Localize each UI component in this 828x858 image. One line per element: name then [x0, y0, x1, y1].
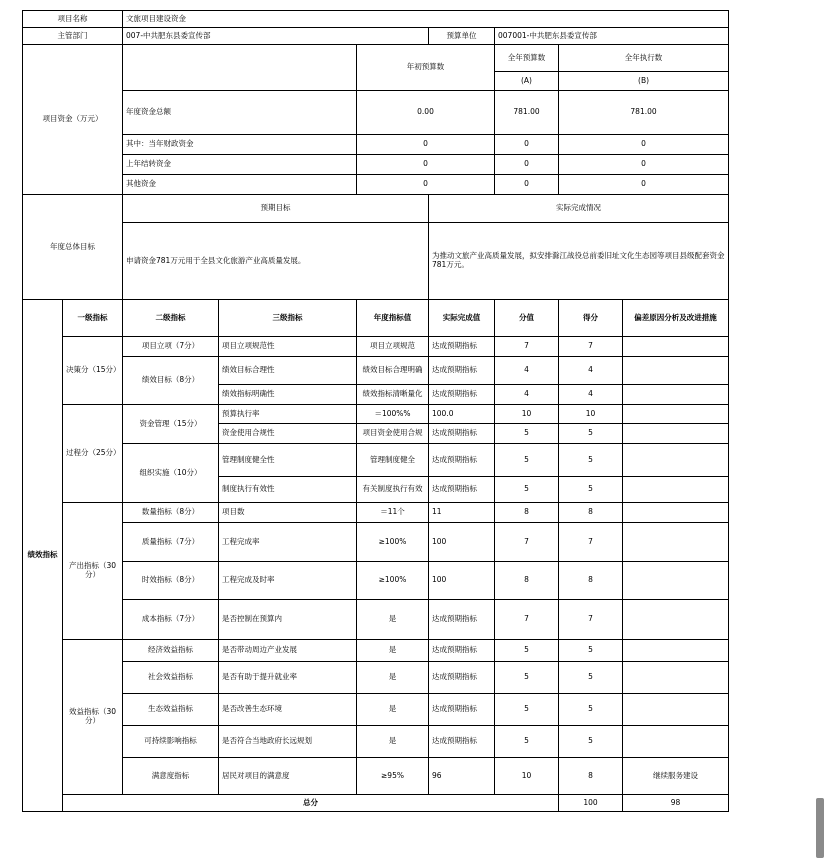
- l2-cell: 社会效益指标: [123, 662, 219, 694]
- l2-cell: 绩效目标（8分）: [123, 357, 219, 405]
- actual-cell: 达成预期指标: [429, 477, 495, 503]
- reason-cell: [623, 726, 729, 758]
- l1-cell: 过程分（25分）: [63, 405, 123, 503]
- l3-cell: 是否改善生态环境: [219, 694, 357, 726]
- funds-full-budget: 0: [495, 135, 559, 155]
- dept-label: 主管部门: [23, 28, 123, 45]
- dept-value: 007-中共肥东县委宣传部: [123, 28, 429, 45]
- target-cell: 管理制度健全: [357, 444, 429, 477]
- target-cell: 是: [357, 694, 429, 726]
- funds-year-budget: 0: [357, 155, 495, 175]
- l2-cell: 资金管理（15分）: [123, 405, 219, 444]
- col-year-budget: 年初预算数: [357, 45, 495, 91]
- col-full-budget: 全年预算数: [495, 45, 559, 72]
- hdr-l3: 三级指标: [219, 300, 357, 337]
- project-name-label: 项目名称: [23, 11, 123, 28]
- table-row: [23, 662, 729, 694]
- got-cell: 8: [559, 503, 623, 523]
- hdr-actual: 实际完成值: [429, 300, 495, 337]
- goals-actual: 为推动文旅产业高质量发展，拟安排滁江战役总前委旧址文化生态园等项目县级配套资金781万元。: [429, 223, 729, 300]
- reason-cell: [623, 640, 729, 662]
- l3-cell: 项目数: [219, 503, 357, 523]
- table-row: [23, 758, 729, 795]
- l3-cell: 资金使用合规性: [219, 424, 357, 444]
- got-cell: 7: [559, 523, 623, 562]
- actual-cell: 达成预期指标: [429, 662, 495, 694]
- reason-cell: [623, 337, 729, 357]
- l2-cell: 生态效益指标: [123, 694, 219, 726]
- score-cell: 5: [495, 726, 559, 758]
- l2-cell: 组织实施（10分）: [123, 444, 219, 503]
- table-row: [23, 503, 729, 523]
- funds-year-budget: 0.00: [357, 90, 495, 134]
- reason-cell: [623, 503, 729, 523]
- project-name-value: 文旅项目建设资金: [123, 11, 729, 28]
- funds-exec: 0: [559, 175, 729, 195]
- total-label: 总分: [63, 795, 559, 812]
- total-score: 100: [559, 795, 623, 812]
- l2-cell: 质量指标（7分）: [123, 523, 219, 562]
- got-cell: 5: [559, 640, 623, 662]
- actual-cell: 达成预期指标: [429, 357, 495, 385]
- actual-cell: 达成预期指标: [429, 424, 495, 444]
- funds-row: [23, 90, 729, 134]
- got-cell: 10: [559, 405, 623, 424]
- l1-cell: 产出指标（30分）: [63, 503, 123, 640]
- l1-cell: 效益指标（30分）: [63, 640, 123, 795]
- col-exec-sub: (B): [559, 71, 729, 90]
- funds-row-label: 其他资金: [123, 175, 357, 195]
- performance-table: [22, 10, 729, 812]
- table-row: [23, 444, 729, 477]
- got-cell: 8: [559, 758, 623, 795]
- score-cell: 4: [495, 357, 559, 385]
- table-row: [23, 694, 729, 726]
- goals-label: 年度总体目标: [23, 195, 123, 300]
- got-cell: 5: [559, 424, 623, 444]
- actual-cell: 达成预期指标: [429, 726, 495, 758]
- got-cell: 8: [559, 562, 623, 600]
- target-cell: 是: [357, 640, 429, 662]
- funds-full-budget: 0: [495, 175, 559, 195]
- target-cell: 是: [357, 600, 429, 640]
- target-cell: 有关制度执行有效: [357, 477, 429, 503]
- funds-label: 项目资金（万元）: [23, 45, 123, 195]
- score-cell: 7: [495, 523, 559, 562]
- l3-cell: 管理制度健全性: [219, 444, 357, 477]
- reason-cell: [623, 600, 729, 640]
- funds-row-label: 年度资金总额: [123, 90, 357, 134]
- score-cell: 10: [495, 758, 559, 795]
- l3-cell: 工程完成率: [219, 523, 357, 562]
- vertical-scrollbar[interactable]: [816, 798, 824, 858]
- score-cell: 8: [495, 503, 559, 523]
- funds-full-budget: 0: [495, 155, 559, 175]
- goals-expected: 申请资金781万元用于全县文化旅游产业高质量发展。: [123, 223, 429, 300]
- reason-cell: [623, 662, 729, 694]
- table-row: [23, 357, 729, 385]
- funds-header-blank: [123, 45, 357, 91]
- actual-cell: 11: [429, 503, 495, 523]
- hdr-l2: 二级指标: [123, 300, 219, 337]
- funds-exec: 0: [559, 135, 729, 155]
- hdr-reason: 偏差原因分析及改进措施: [623, 300, 729, 337]
- table-row: [23, 405, 729, 424]
- funds-exec: 0: [559, 155, 729, 175]
- reason-cell: [623, 477, 729, 503]
- funds-exec: 781.00: [559, 90, 729, 134]
- l3-cell: 居民对项目的满意度: [219, 758, 357, 795]
- l3-cell: 是否带动周边产业发展: [219, 640, 357, 662]
- target-cell: ≥95%: [357, 758, 429, 795]
- l2-cell: 数量指标（8分）: [123, 503, 219, 523]
- l3-cell: 是否符合当地政府长远规划: [219, 726, 357, 758]
- l2-cell: 经济效益指标: [123, 640, 219, 662]
- score-cell: 8: [495, 562, 559, 600]
- actual-cell: 达成预期指标: [429, 694, 495, 726]
- l2-cell: 项目立项（7分）: [123, 337, 219, 357]
- score-cell: 5: [495, 424, 559, 444]
- actual-cell: 100.0: [429, 405, 495, 424]
- target-cell: 绩效指标清晰量化: [357, 385, 429, 405]
- funds-row: [23, 155, 729, 175]
- reason-cell: [623, 562, 729, 600]
- reason-cell: [623, 405, 729, 424]
- hdr-target: 年度指标值: [357, 300, 429, 337]
- table-row: [23, 600, 729, 640]
- target-cell: 是: [357, 662, 429, 694]
- l2-cell: 时效指标（8分）: [123, 562, 219, 600]
- got-cell: 5: [559, 694, 623, 726]
- got-cell: 7: [559, 337, 623, 357]
- score-cell: 7: [495, 600, 559, 640]
- target-cell: ＝100%%: [357, 405, 429, 424]
- reason-cell: [623, 385, 729, 405]
- target-cell: 绩效目标合理明确: [357, 357, 429, 385]
- score-cell: 5: [495, 694, 559, 726]
- funds-year-budget: 0: [357, 135, 495, 155]
- funds-row: [23, 175, 729, 195]
- l3-cell: 工程完成及时率: [219, 562, 357, 600]
- l3-cell: 绩效目标合理性: [219, 357, 357, 385]
- got-cell: 4: [559, 385, 623, 405]
- target-cell: ＝11个: [357, 503, 429, 523]
- hdr-score: 分值: [495, 300, 559, 337]
- unit-value: 007001-中共肥东县委宣传部: [495, 28, 729, 45]
- score-cell: 5: [495, 640, 559, 662]
- table-row: [23, 337, 729, 357]
- got-cell: 7: [559, 600, 623, 640]
- reason-cell: [623, 424, 729, 444]
- actual-cell: 达成预期指标: [429, 600, 495, 640]
- actual-cell: 96: [429, 758, 495, 795]
- actual-cell: 100: [429, 562, 495, 600]
- total-row: [23, 795, 729, 812]
- got-cell: 4: [559, 357, 623, 385]
- l2-cell: 成本指标（7分）: [123, 600, 219, 640]
- col-full-budget-sub: (A): [495, 71, 559, 90]
- total-got: 98: [623, 795, 729, 812]
- got-cell: 5: [559, 444, 623, 477]
- actual-cell: 100: [429, 523, 495, 562]
- reason-cell: [623, 694, 729, 726]
- l3-cell: 项目立项规范性: [219, 337, 357, 357]
- funds-row: [23, 135, 729, 155]
- target-cell: 项目立项规范: [357, 337, 429, 357]
- l3-cell: 预算执行率: [219, 405, 357, 424]
- goals-expected-label: 预期目标: [123, 195, 429, 223]
- funds-full-budget: 781.00: [495, 90, 559, 134]
- perf-label: 绩效指标: [23, 300, 63, 812]
- table-row: [23, 640, 729, 662]
- actual-cell: 达成预期指标: [429, 337, 495, 357]
- l3-cell: 绩效指标明确性: [219, 385, 357, 405]
- score-cell: 10: [495, 405, 559, 424]
- target-cell: ≥100%: [357, 523, 429, 562]
- l3-cell: 是否控制在预算内: [219, 600, 357, 640]
- got-cell: 5: [559, 477, 623, 503]
- table-row: [23, 726, 729, 758]
- reason-cell: [623, 444, 729, 477]
- goals-actual-label: 实际完成情况: [429, 195, 729, 223]
- col-exec: 全年执行数: [559, 45, 729, 72]
- score-cell: 7: [495, 337, 559, 357]
- got-cell: 5: [559, 726, 623, 758]
- target-cell: 是: [357, 726, 429, 758]
- hdr-l1: 一级指标: [63, 300, 123, 337]
- score-cell: 5: [495, 662, 559, 694]
- reason-cell: 继续服务建设: [623, 758, 729, 795]
- target-cell: ≥100%: [357, 562, 429, 600]
- l2-cell: 满意度指标: [123, 758, 219, 795]
- funds-row-label: 其中：当年财政资金: [123, 135, 357, 155]
- actual-cell: 达成预期指标: [429, 444, 495, 477]
- table-row: [23, 523, 729, 562]
- hdr-got: 得分: [559, 300, 623, 337]
- reason-cell: [623, 523, 729, 562]
- funds-year-budget: 0: [357, 175, 495, 195]
- l1-cell: 决策分（15分）: [63, 337, 123, 405]
- actual-cell: 达成预期指标: [429, 640, 495, 662]
- score-cell: 5: [495, 477, 559, 503]
- target-cell: 项目资金使用合规: [357, 424, 429, 444]
- got-cell: 5: [559, 662, 623, 694]
- l3-cell: 制度执行有效性: [219, 477, 357, 503]
- l2-cell: 可持续影响指标: [123, 726, 219, 758]
- reason-cell: [623, 357, 729, 385]
- table-row: [23, 562, 729, 600]
- score-cell: 5: [495, 444, 559, 477]
- score-cell: 4: [495, 385, 559, 405]
- l3-cell: 是否有助于提升就业率: [219, 662, 357, 694]
- unit-label: 预算单位: [429, 28, 495, 45]
- actual-cell: 达成预期指标: [429, 385, 495, 405]
- funds-row-label: 上年结转资金: [123, 155, 357, 175]
